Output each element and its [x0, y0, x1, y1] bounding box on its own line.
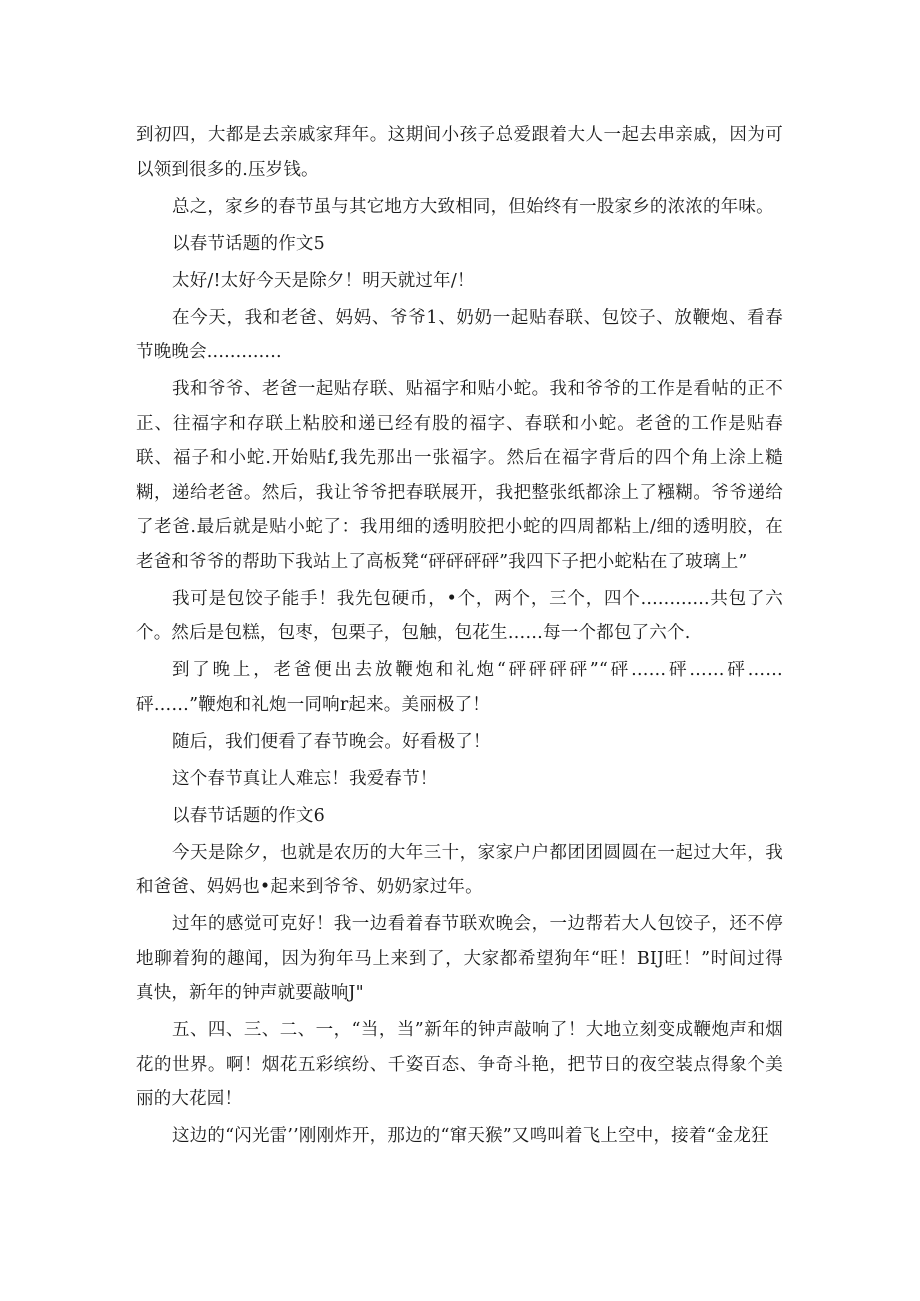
paragraph-continued: 到初四，大都是去亲戚家拜年。这期间小孩子总爱跟着大人一起去串亲戚，因为可以领到很多的.压岁钱。 — [136, 125, 783, 180]
paragraph: 总之，家乡的春节虽与其它地方大致相同，但始终有一股家乡的浓浓的年味。 — [172, 196, 774, 217]
paragraph: 我和爷爷、老爸一起贴存联、贴福字和贴小蛇。我和爷爷的工作是看帖的正不正、往福字和存联上粘胶和递已经有股的福字、春联和小蛇。老爸的工作是贴春联、福子和小蛇.开始贴f,我先那出一张福字。然后在福字背后的四个角上涂上糙糊，递给老爸。然后，我让爷爷把春联展开，我把整张纸都涂上了糨糊。爷爷递给了老爸.最后就是贴小蛇了：我用细的透明胶把小蛇的四周都粘上/细的透明胶，在老爸和爷爷的帮助下我站上了高板凳“砰砰砰砰”我四下子把小蛇粘在了玻璃上” — [136, 379, 783, 572]
paragraph: 太好/!太好今天是除夕！明天就过年/！ — [172, 270, 475, 291]
paragraph: 今天是除夕，也就是农历的大年三十，家家户户都团团圆圆在一起过大年，我和爸爸、妈妈也•起来到爷爷、奶奶家过年。 — [136, 842, 783, 897]
paragraph: 这个春节真让人难忘！我爱春节！ — [172, 768, 438, 789]
paragraph: 在今天，我和老爸、妈妈、爷爷1、奶奶一起贴春联、包饺子、放鞭炮、看春节晚晚会............. — [136, 307, 783, 362]
essay-heading: 以春节话题的作文5 — [172, 233, 325, 254]
paragraph: 随后，我们便看了春节晚会。好看极了！ — [172, 731, 491, 752]
essay-heading: 以春节话题的作文6 — [172, 805, 325, 826]
paragraph: 过年的感觉可克好！我一边看着春节联欢晚会，一边帮若大人包饺子，还不停地聊着狗的趣闻，因为狗年马上来到了，大家都希望狗年“旺！BIJ旺！”时间过得真快，新年的钟声就要敲响J" — [136, 914, 783, 1003]
paragraph: 五、四、三、二、一，“当，当”新年的钟声敲响了！大地立刻变成鞭炮声和烟花的世界。啊！烟花五彩缤纷、千姿百态、争奇斗艳，把节日的夜空装点得象个美丽的大花园！ — [136, 1020, 783, 1109]
document-page — [136, 118, 783, 1156]
paragraph: 到了晚上，老爸便出去放鞭炮和礼炮“砰砰砰砰”“砰……砰……砰……砰……”鞭炮和礼炮一同响r起来。美丽极了！ — [136, 660, 783, 715]
paragraph: 我可是包饺子能手！我先包硬币，•个，两个，三个，四个............共包了六个。然后是包糕，包枣，包栗子，包触，包花生……每一个都包了六个. — [136, 588, 783, 643]
paragraph: 这边的“闪光雷’’刚刚炸开，那边的“窜天猴”又鸣叫着飞上空中，接着“金龙狂 — [172, 1126, 769, 1146]
